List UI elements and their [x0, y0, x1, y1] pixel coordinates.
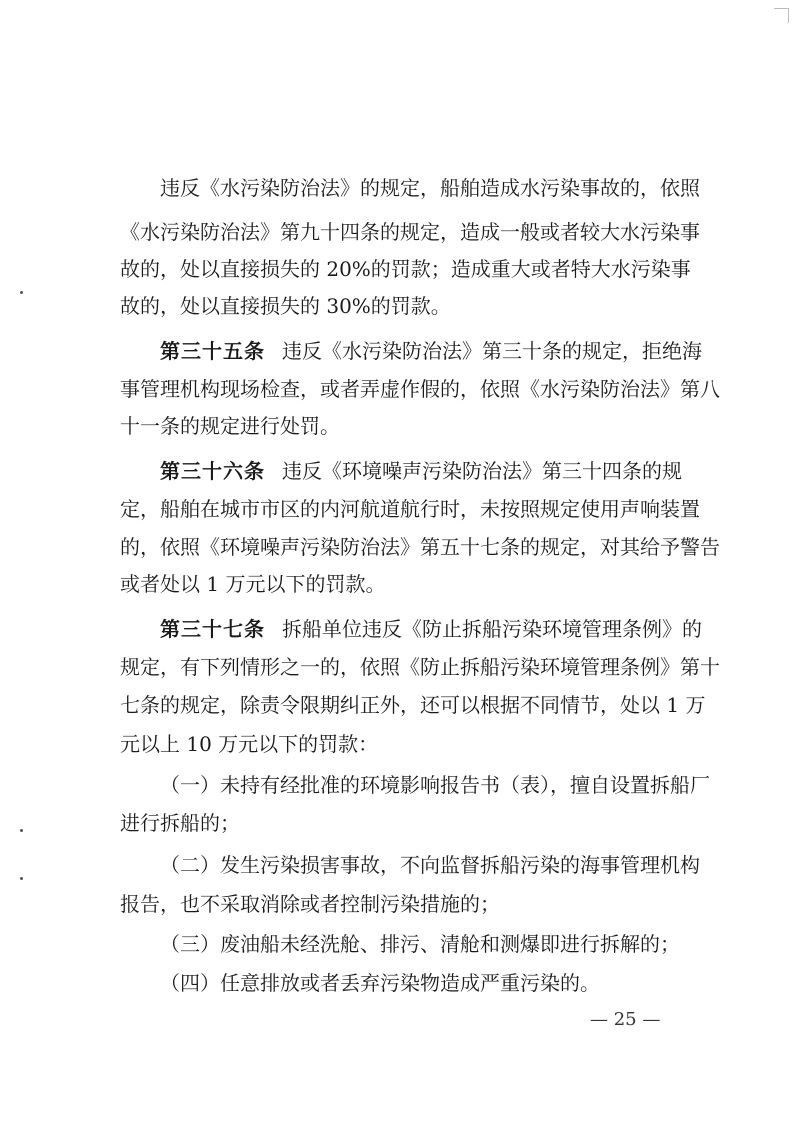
- list-item-line: （四）任意排放或者丢弃污染物造成严重污染的。: [160, 971, 600, 995]
- article-heading: 第三十六条: [160, 459, 265, 483]
- margin-mark: [20, 829, 23, 832]
- text-line: 的，依照《环境噪声污染防治法》第五十七条的规定，对其给予警告: [120, 535, 720, 559]
- text-line: 十一条的规定进行处罚。: [120, 414, 340, 438]
- text-line: 《水污染防治法》第九十四条的规定，造成一般或者较大水污染事: [120, 220, 700, 244]
- text-line: 故的，处以直接损失的 30%的罚款。: [120, 294, 451, 318]
- text-line: 或者处以 1 万元以下的罚款。: [120, 572, 386, 596]
- text-line: 事管理机构现场检查，或者弄虚作假的，依照《水污染防治法》第八: [120, 377, 720, 401]
- text-line: 违反《环境噪声污染防治法》第三十四条的规: [282, 459, 682, 483]
- margin-mark: [20, 877, 23, 880]
- list-item-line: （三）废油船未经洗舱、排污、清舱和测爆即进行拆解的；: [160, 932, 680, 956]
- text-line: 违反《水污染防治法》的规定，船舶造成水污染事故的，依照: [160, 176, 700, 200]
- text-line: 拆船单位违反《防止拆船污染环境管理条例》的: [282, 617, 702, 641]
- article-heading: 第三十七条: [160, 617, 265, 641]
- crop-mark: [774, 8, 789, 23]
- margin-mark: [20, 291, 23, 294]
- text-line: 元以上 10 万元以下的罚款：: [120, 732, 379, 756]
- list-item-line: （一）未持有经批准的环境影响报告书（表），擅自设置拆船厂: [160, 773, 710, 797]
- text-line: 规定，有下列情形之一的，依照《防止拆船污染环境管理条例》第十: [120, 655, 720, 679]
- list-item-line: （二）发生污染损害事故，不向监督拆船污染的海事管理机构: [160, 853, 700, 877]
- text-line: 违反《水污染防治法》第三十条的规定，拒绝海: [282, 339, 702, 363]
- text-line: 七条的规定，除责令限期纠正外，还可以根据不同情节，处以 1 万: [120, 693, 706, 717]
- article-heading: 第三十五条: [160, 339, 265, 363]
- list-item-line: 报告，也不采取消除或者控制污染措施的；: [120, 892, 500, 916]
- list-item-line: 进行拆船的；: [120, 811, 240, 835]
- text-line: 故的，处以直接损失的 20%的罚款；造成重大或者特大水污染事: [120, 257, 691, 281]
- page-number: — 25 —: [590, 1009, 661, 1030]
- text-line: 定，船舶在城市市区的内河航道航行时，未按照规定使用声响装置: [120, 497, 700, 521]
